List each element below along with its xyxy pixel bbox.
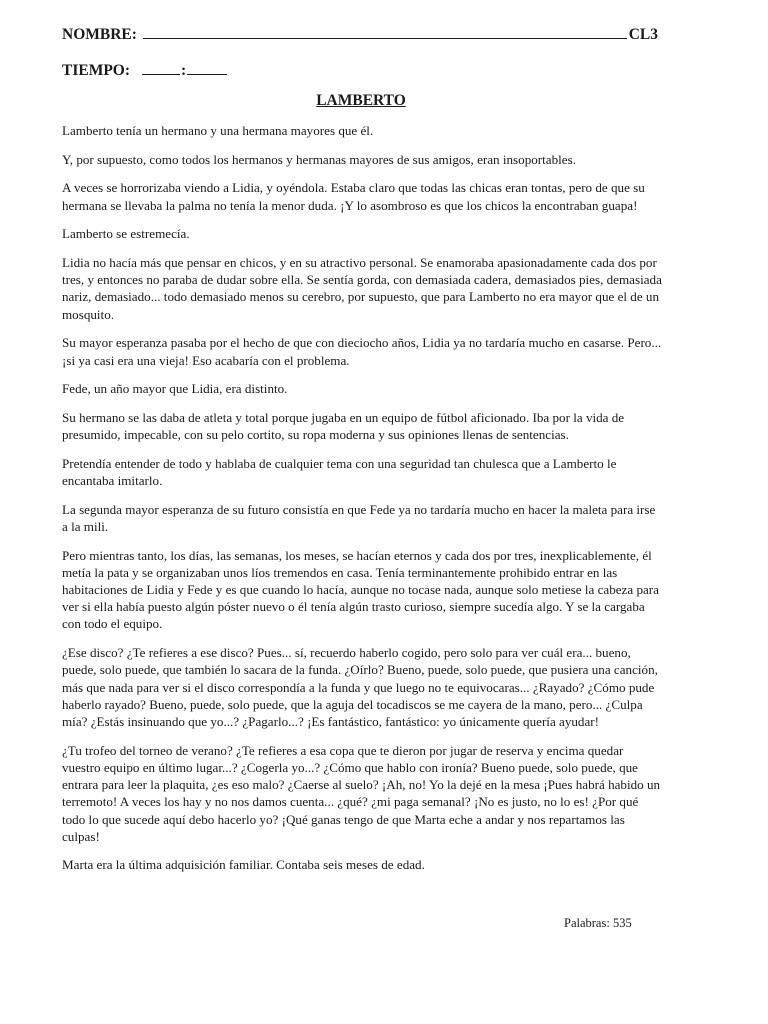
time-seconds-blank bbox=[187, 61, 227, 75]
paragraph: Pretendía entender de todo y hablaba de cualquier tema con una seguridad tan chulesca que a Lamberto le encantaba imitarlo. bbox=[62, 455, 617, 489]
paragraph: Lamberto tenía un hermano y una hermana mayores que él. bbox=[62, 123, 374, 138]
name-blank-line bbox=[143, 25, 627, 39]
time-label: TIEMPO: bbox=[62, 62, 131, 79]
paragraph: ¿Tu trofeo del torneo de verano? ¿Te refieres a esa copa que te dieron por jugar de reserva y encima quedar vuestro equipo en último lugar...? ¿Cogerla yo...? ¿Cómo que hablo con ironía? Bueno puede, solo puede, que entrara para leer la plaquita, ¿es eso malo? ¿Caerse al suelo? ¡Ah, no! Yo la dejé en la mesa ¡Pues habrá habido un terremoto! A veces los hay y no nos damos cuenta... ¿qué? ¿mi paga semanal? ¡No es justo, no lo es! ¿Por qué todo lo que sucede aquí debo hacerlo yo? ¡Qué ganas tengo de que Marta eche a andar y nos repartamos las culpas! bbox=[62, 742, 661, 844]
class-code: CL3 bbox=[628, 26, 658, 43]
paragraph: Su hermano se las daba de atleta y total porque jugaba en un equipo de fútbol aficionado. Iba por la vida de presumido, impecable, con su pelo cortito, su ropa moderna y sus opiniones llenas de sentencias. bbox=[62, 409, 625, 443]
paragraph: Pero mientras tanto, los días, las semanas, los meses, se hacían eternos y cada dos por tres, inexplicablemente, él metía la pata y se organizaban unos líos tremendos en casa. Tenía terminantemente prohibido entrar en las habitaciones de Lidia y Fede y es que cuando lo hacía, aunque no tocase nada, aunque solo metiese la cabeza para ver si ella había puesto algún póster nuevo o él tenía algún trasto curioso, siempre sucedía algo. Y se la cargaba con todo el equipo. bbox=[62, 547, 659, 632]
paragraph: A veces se horrorizaba viendo a Lidia, y oyéndola. Estaba claro que todas las chicas eran tontas, pero de que su hermana se llevaba la palma no tenía la menor duda. ¡Y lo asombroso es que los chicos la encontraban guapa! bbox=[62, 180, 645, 213]
paragraph: Fede, un año mayor que Lidia, era distinto. bbox=[62, 381, 288, 397]
name-label: NOMBRE: bbox=[62, 26, 137, 43]
name-row bbox=[62, 25, 658, 44]
time-minutes-blank bbox=[142, 61, 180, 75]
paragraph: Lidia no hacía más que pensar en chicos, y en su atractivo personal. Se enamoraba apasionadamente cada dos por tres, y entonces no paraba de dudar sobre ella. Se sentía gorda, con demasiada cadera, demasiados pies, demasiada nariz, demasiado... todo demasiado menos su cerebro, por supuesto, que para Lamberto no era mayor que el de un mosquito. bbox=[62, 255, 662, 322]
story-body bbox=[62, 122, 662, 885]
paragraph: Lamberto se estremecía. bbox=[62, 226, 190, 242]
time-separator: : bbox=[181, 62, 187, 79]
paragraph: La segunda mayor esperanza de su futuro consistía en que Fede ya no tardaría mucho en hacer la maleta para irse a la mili. bbox=[62, 501, 656, 534]
story-title: LAMBERTO bbox=[316, 92, 406, 109]
paragraph: Marta era la última adquisición familiar. Contaba seis meses de edad. bbox=[62, 857, 425, 873]
paragraph: ¿Ese disco? ¿Te refieres a ese disco? Pues... sí, recuerdo haberlo cogido, pero solo para ver cuál era... bueno, puede, solo puede, que también lo sacara de la funda. ¿Oírlo? Bueno, puede, solo puede, que pusiera una canción, más que nada para ver si el disco correspondía a la funda y que luego no te equivocaras... ¿Rayado? ¿Cómo pude haberlo rayado? Bueno, puede, solo puede, que la aguja del tocadiscos se me cayera de la mano, pero... ¿Culpa mía? ¿Estás insinuando que yo...? ¿Pagarlo...? ¡Es fantástico, fantástico: yo únicamente quería ayudar! bbox=[62, 645, 658, 729]
paragraph: Y, por supuesto, como todos los hermanos y hermanas mayores de sus amigos, eran insoportables. bbox=[62, 151, 576, 167]
word-count: Palabras: 535 bbox=[564, 916, 632, 930]
time-row bbox=[62, 61, 227, 80]
paragraph: Su mayor esperanza pasaba por el hecho de que con dieciocho años, Lidia ya no tardaría mucho en casarse. Pero... ¡si ya casi era una vieja! Eso acabaría con el problema. bbox=[62, 335, 662, 368]
